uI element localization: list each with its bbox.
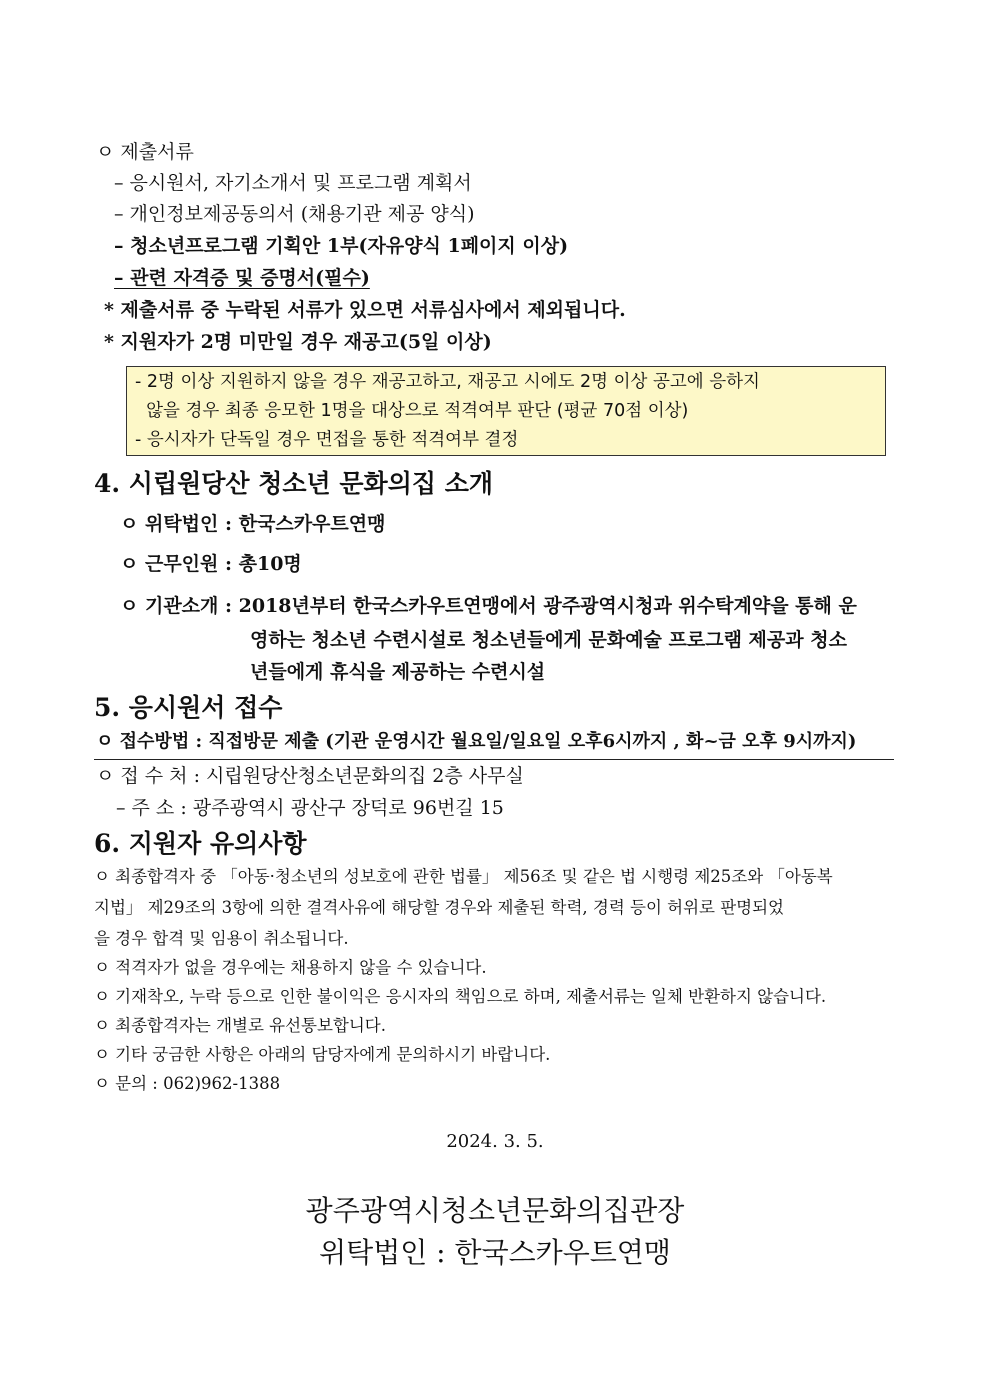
notice-box [126, 366, 886, 456]
documents-item-2: – 개인정보제공동의서 (채용기관 제공 양식) [114, 203, 475, 225]
section5-heading: 5. 응시원서 접수 [94, 693, 283, 722]
section5-place: ㅇ 접 수 처 : 시립원당산청소년문화의집 2층 사무실 [96, 765, 524, 787]
documents-item-4: – 관련 자격증 및 증명서(필수) [114, 267, 370, 289]
section5-method-rule [94, 759, 894, 760]
section4-staff: ㅇ 근무인원 : 총10명 [120, 553, 302, 575]
section4-intro-cont-2: 년들에게 휴식을 제공하는 수련시설 [250, 661, 546, 683]
section6-heading: 6. 지원자 유의사항 [94, 829, 307, 858]
section6-line-6: ㅇ 최종합격자는 개별로 유선통보합니다. [94, 1016, 386, 1035]
section6-line-2: 지법」 제29조의 3항에 의한 결격사유에 해당할 경우와 제출된 학력, 경력 등이 허위로 판명되었 [94, 898, 784, 917]
documents-item-1: – 응시원서, 자기소개서 및 프로그램 계획서 [114, 172, 472, 194]
footer-date: 2024. 3. 5. [446, 1131, 544, 1152]
section4-heading: 4. 시립원당산 청소년 문화의집 소개 [94, 469, 494, 498]
section4-intro: ㅇ 기관소개 : 2018년부터 한국스카우트연맹에서 광주광역시청과 위수탁계약을 통해 운 [120, 595, 857, 617]
section6-line-3: 을 경우 합격 및 임용이 취소됩니다. [94, 929, 349, 948]
footer-trustee: 위탁법인 : 한국스카우트연맹 [319, 1236, 671, 1269]
section6-line-8: ㅇ 문의 : 062)962-1388 [94, 1074, 281, 1093]
section6-line-1: ㅇ 최종합격자 중 「아동·청소년의 성보호에 관한 법률」 제56조 및 같은 법 시행령 제25조와 「아동복 [94, 867, 833, 886]
documents-title: ㅇ 제출서류 [96, 141, 194, 163]
section6-line-4: ㅇ 적격자가 없을 경우에는 채용하지 않을 수 있습니다. [94, 958, 487, 977]
documents-note-2: * 지원자가 2명 미만일 경우 재공고(5일 이상) [104, 331, 492, 353]
section5-method: ㅇ 접수방법 : 직접방문 제출 (기관 운영시간 월요일/일요일 오후6시까지 , 화~금 오후 9시까지) [96, 731, 857, 752]
section6-line-5: ㅇ 기재착오, 누락 등으로 인한 불이익은 응시자의 책임으로 하며, 제출서류는 일체 반환하지 않습니다. [94, 987, 827, 1006]
section4-trustee: ㅇ 위탁법인 : 한국스카우트연맹 [120, 513, 386, 535]
section5-address: – 주 소 : 광주광역시 광산구 장덕로 96번길 15 [116, 797, 504, 819]
notice-box-line-3: - 응시자가 단독일 경우 면접을 통한 적격여부 결정 [135, 430, 519, 450]
section6-line-7: ㅇ 기타 궁금한 사항은 아래의 담당자에게 문의하시기 바랍니다. [94, 1045, 551, 1064]
section4-intro-cont-1: 영하는 청소년 수련시설로 청소년들에게 문화예술 프로그램 제공과 청소 [250, 629, 847, 651]
notice-box-line-1: - 2명 이상 지원하지 않을 경우 재공고하고, 재공고 시에도 2명 이상 공고에 응하지 [135, 372, 760, 392]
documents-note-1: * 제출서류 중 누락된 서류가 있으면 서류심사에서 제외됩니다. [104, 299, 626, 321]
footer-org: 광주광역시청소년문화의집관장 [305, 1194, 685, 1227]
documents-item-3: – 청소년프로그램 기획안 1부(자유양식 1페이지 이상) [114, 235, 569, 257]
notice-box-line-2: 않을 경우 최종 응모한 1명을 대상으로 적격여부 판단 (평균 70점 이상) [135, 401, 689, 421]
